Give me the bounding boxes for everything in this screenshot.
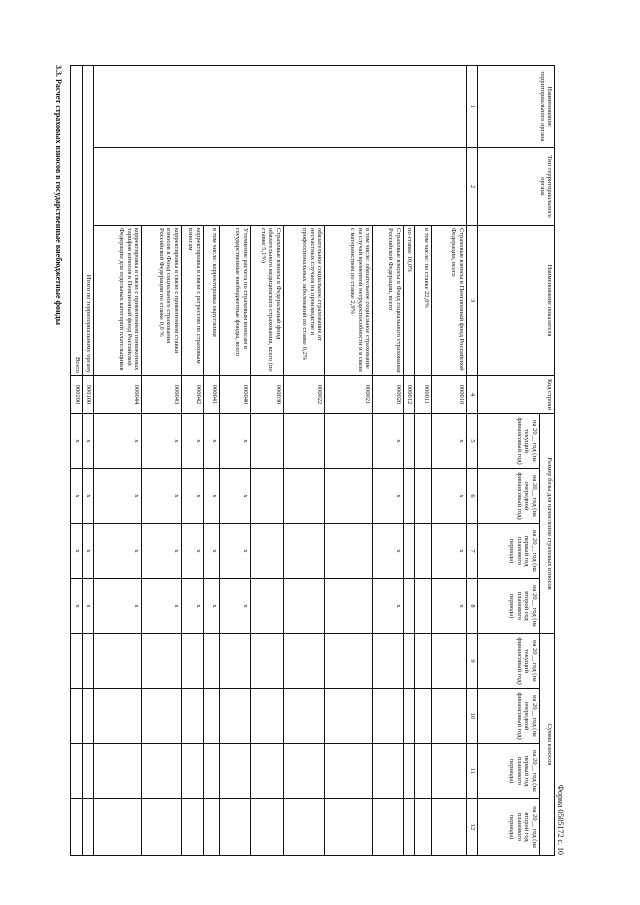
value-cell[interactable] bbox=[325, 414, 373, 469]
value-cell[interactable] bbox=[325, 744, 373, 799]
col-number: 6 bbox=[466, 469, 477, 524]
header-sum-next: на 20__ год (на очередной финансовый год) bbox=[478, 689, 539, 744]
value-cell[interactable] bbox=[203, 744, 219, 799]
x-mark: x bbox=[82, 579, 93, 634]
value-cell[interactable] bbox=[220, 799, 251, 856]
row-code: 000040 bbox=[220, 376, 251, 414]
x-mark: x bbox=[181, 469, 203, 524]
x-mark: x bbox=[373, 414, 404, 469]
x-mark: x bbox=[203, 414, 219, 469]
value-cell[interactable] bbox=[142, 634, 181, 689]
header-sum-group: Сумма взносов bbox=[539, 634, 554, 856]
col-number: 9 bbox=[466, 634, 477, 689]
x-mark: x bbox=[94, 414, 142, 469]
value-cell[interactable] bbox=[82, 634, 93, 689]
x-mark: x bbox=[220, 579, 251, 634]
value-cell[interactable] bbox=[373, 744, 404, 799]
row-label: корректировка в связи с применением ставки взносов в Фонд социального страхования Российской Федерации по ставке 0,0 % bbox=[142, 226, 181, 376]
value-cell[interactable] bbox=[82, 689, 93, 744]
row-code: 900100 bbox=[82, 376, 93, 414]
value-cell[interactable] bbox=[220, 744, 251, 799]
value-cell[interactable] bbox=[82, 799, 93, 856]
x-mark: x bbox=[94, 579, 142, 634]
x-mark: x bbox=[203, 469, 219, 524]
row-code: 000043 bbox=[142, 376, 181, 414]
header-base-next: на 20__ год (на очередной финансовый год) bbox=[478, 469, 539, 524]
row-code: 000042 bbox=[181, 376, 203, 414]
value-cell[interactable] bbox=[220, 689, 251, 744]
header-territorial-body: Наименование территориального органа bbox=[478, 66, 555, 148]
header-sum-plan1: на 20__ год (на первый год планового периода) bbox=[478, 744, 539, 799]
x-mark: x bbox=[203, 524, 219, 579]
value-cell[interactable] bbox=[250, 799, 283, 856]
value-cell[interactable] bbox=[283, 414, 325, 469]
value-cell[interactable] bbox=[403, 799, 414, 856]
x-mark: x bbox=[181, 414, 203, 469]
x-mark: x bbox=[181, 524, 203, 579]
value-cell[interactable] bbox=[325, 524, 373, 579]
value-cell[interactable] bbox=[283, 689, 325, 744]
section-title: 3.3. Расчет страховых взносов в государственные внебюджетные фонды bbox=[54, 65, 63, 325]
col-number: 7 bbox=[466, 524, 477, 579]
row-label: в том числе: обязательное социальное страхование на случай временной нетрудоспособности и в связи с материнством по ставке 2,9% bbox=[325, 226, 373, 376]
value-cell[interactable] bbox=[325, 799, 373, 856]
value-cell[interactable] bbox=[250, 469, 283, 524]
row-code: 000020 bbox=[373, 376, 404, 414]
value-cell[interactable] bbox=[203, 689, 219, 744]
x-mark: x bbox=[142, 414, 181, 469]
value-cell[interactable] bbox=[325, 634, 373, 689]
x-mark: x bbox=[142, 469, 181, 524]
row-code: 000011 bbox=[415, 376, 431, 414]
value-cell[interactable] bbox=[250, 579, 283, 634]
rotated-sheet bbox=[45, 65, 565, 855]
x-mark: x bbox=[431, 414, 466, 469]
value-cell[interactable] bbox=[94, 689, 142, 744]
value-cell[interactable] bbox=[431, 634, 466, 689]
row-label: Уточнение расчета по страховым взносам в государственные внебюджетные фонды, всего bbox=[220, 226, 251, 376]
value-cell[interactable] bbox=[283, 524, 325, 579]
value-cell[interactable] bbox=[373, 634, 404, 689]
x-mark: x bbox=[82, 469, 93, 524]
value-cell[interactable] bbox=[325, 469, 373, 524]
value-cell[interactable] bbox=[71, 744, 83, 799]
value-cell[interactable] bbox=[142, 799, 181, 856]
col-number: 10 bbox=[466, 689, 477, 744]
x-mark: x bbox=[220, 414, 251, 469]
value-cell[interactable] bbox=[250, 689, 283, 744]
row-label: обязательное социальное страхование от несчастных случаев на производстве и профессиональных заболеваний по ставке 0,2% bbox=[283, 226, 325, 376]
col-number: 8 bbox=[466, 579, 477, 634]
x-mark: x bbox=[94, 469, 142, 524]
row-code: 900200 bbox=[71, 376, 83, 414]
value-cell[interactable] bbox=[403, 414, 414, 469]
x-mark: x bbox=[71, 469, 83, 524]
col-number: 11 bbox=[466, 744, 477, 799]
value-cell[interactable] bbox=[373, 799, 404, 856]
row-code: 000044 bbox=[94, 376, 142, 414]
x-mark: x bbox=[431, 469, 466, 524]
value-cell[interactable] bbox=[415, 634, 431, 689]
row-code: 000010 bbox=[431, 376, 466, 414]
header-base-current: на 20__ год (на текущий финансовый год) bbox=[478, 414, 539, 469]
row-code: 000030 bbox=[250, 376, 283, 414]
value-cell[interactable] bbox=[203, 799, 219, 856]
value-cell[interactable] bbox=[142, 744, 181, 799]
value-cell[interactable] bbox=[431, 689, 466, 744]
header-row-code: Код строки bbox=[478, 376, 555, 414]
header-sum-current: на 20__ год (на текущий финансовый год) bbox=[478, 634, 539, 689]
x-mark: x bbox=[431, 524, 466, 579]
header-base-group: Размер базы для начисления страховых взносов bbox=[539, 414, 554, 634]
x-mark: x bbox=[373, 469, 404, 524]
col-number: 5 bbox=[466, 414, 477, 469]
header-sum-plan2: на 20__ год (на второй год планового периода) bbox=[478, 799, 539, 856]
value-cell[interactable] bbox=[203, 634, 219, 689]
value-cell[interactable] bbox=[415, 689, 431, 744]
x-mark: x bbox=[142, 579, 181, 634]
value-cell[interactable] bbox=[250, 524, 283, 579]
value-cell[interactable] bbox=[403, 689, 414, 744]
value-cell[interactable] bbox=[403, 524, 414, 579]
value-cell[interactable] bbox=[181, 799, 203, 856]
x-mark: x bbox=[373, 579, 404, 634]
value-cell[interactable] bbox=[415, 744, 431, 799]
value-cell[interactable] bbox=[415, 414, 431, 469]
value-cell[interactable] bbox=[415, 524, 431, 579]
header-base-plan2: на 20__ год (на второй год планового периода) bbox=[478, 579, 539, 634]
value-cell[interactable] bbox=[325, 579, 373, 634]
value-cell[interactable] bbox=[283, 634, 325, 689]
value-cell[interactable] bbox=[403, 469, 414, 524]
value-cell[interactable] bbox=[415, 579, 431, 634]
value-cell[interactable] bbox=[94, 744, 142, 799]
x-mark: x bbox=[181, 579, 203, 634]
row-label: корректировка в связи с регрессом по страховым взносам bbox=[181, 226, 203, 376]
value-cell[interactable] bbox=[220, 634, 251, 689]
x-mark: x bbox=[220, 469, 251, 524]
x-mark: x bbox=[71, 579, 83, 634]
value-cell[interactable] bbox=[415, 799, 431, 856]
value-cell[interactable] bbox=[403, 579, 414, 634]
x-mark: x bbox=[71, 524, 83, 579]
value-cell[interactable] bbox=[250, 634, 283, 689]
form-number: Форма 0505172 с. 10 bbox=[556, 784, 565, 855]
col-number: 1 bbox=[466, 66, 477, 148]
value-cell[interactable] bbox=[82, 744, 93, 799]
x-mark: x bbox=[431, 579, 466, 634]
header-base-plan1: на 20__ год (на первый год планового периода) bbox=[478, 524, 539, 579]
col-number: 3 bbox=[466, 226, 477, 376]
x-mark: x bbox=[142, 524, 181, 579]
header-indicator: Наименование показателя bbox=[478, 226, 555, 376]
row-label: по ставке 10,0% bbox=[403, 226, 414, 376]
x-mark: x bbox=[220, 524, 251, 579]
value-cell[interactable] bbox=[250, 744, 283, 799]
value-cell[interactable] bbox=[283, 799, 325, 856]
row-label: в том числе: корректировка округления bbox=[203, 226, 219, 376]
col-number: 4 bbox=[466, 376, 477, 414]
value-cell[interactable] bbox=[415, 469, 431, 524]
col-number: 2 bbox=[466, 148, 477, 226]
value-cell[interactable] bbox=[431, 744, 466, 799]
value-cell[interactable] bbox=[283, 469, 325, 524]
value-cell[interactable] bbox=[325, 689, 373, 744]
grand-total-label: Всего bbox=[71, 66, 83, 376]
x-mark: x bbox=[71, 414, 83, 469]
x-mark: x bbox=[373, 524, 404, 579]
value-cell[interactable] bbox=[373, 689, 404, 744]
value-cell[interactable] bbox=[94, 799, 142, 856]
row-code: 000012 bbox=[403, 376, 414, 414]
value-cell[interactable] bbox=[403, 634, 414, 689]
value-cell[interactable] bbox=[250, 414, 283, 469]
total-territorial-label: Итого по территориальному органу bbox=[82, 66, 93, 376]
value-cell[interactable] bbox=[94, 634, 142, 689]
value-cell[interactable] bbox=[403, 744, 414, 799]
value-cell[interactable] bbox=[283, 579, 325, 634]
row-label: Страховые взносы в Фонд социального страхования Российской Федерации, всего bbox=[373, 226, 404, 376]
row-code: 000021 bbox=[325, 376, 373, 414]
row-label: в том числе: по ставке 22,0% bbox=[415, 226, 431, 376]
value-cell[interactable] bbox=[431, 799, 466, 856]
row-label: Страховые взносы в Федеральный фонд обязательного медицинского страхования, всего (по ставке 5,1%) bbox=[250, 226, 283, 376]
x-mark: x bbox=[203, 579, 219, 634]
territorial-body-cell[interactable] bbox=[94, 66, 467, 148]
x-mark: x bbox=[94, 524, 142, 579]
value-cell[interactable] bbox=[71, 689, 83, 744]
value-cell[interactable] bbox=[142, 689, 181, 744]
row-code: 000022 bbox=[283, 376, 325, 414]
contributions-table bbox=[70, 65, 555, 856]
col-number: 12 bbox=[466, 799, 477, 856]
value-cell[interactable] bbox=[71, 634, 83, 689]
row-label: Страховые взносы в Пенсионный фонд Российской Федерации, всего bbox=[431, 226, 466, 376]
value-cell[interactable] bbox=[283, 744, 325, 799]
value-cell[interactable] bbox=[181, 689, 203, 744]
x-mark: x bbox=[82, 414, 93, 469]
value-cell[interactable] bbox=[71, 799, 83, 856]
x-mark: x bbox=[82, 524, 93, 579]
value-cell[interactable] bbox=[181, 634, 203, 689]
body-type-cell[interactable] bbox=[94, 148, 467, 226]
row-label: корректировка в связи с применением пониженных тарифов взносов в Пенсионный фонд Российской Федерации для отдельных категорий плательщиков bbox=[94, 226, 142, 376]
header-body-type: Тип территориального органа bbox=[478, 148, 555, 226]
value-cell[interactable] bbox=[181, 744, 203, 799]
row-code: 000041 bbox=[203, 376, 219, 414]
